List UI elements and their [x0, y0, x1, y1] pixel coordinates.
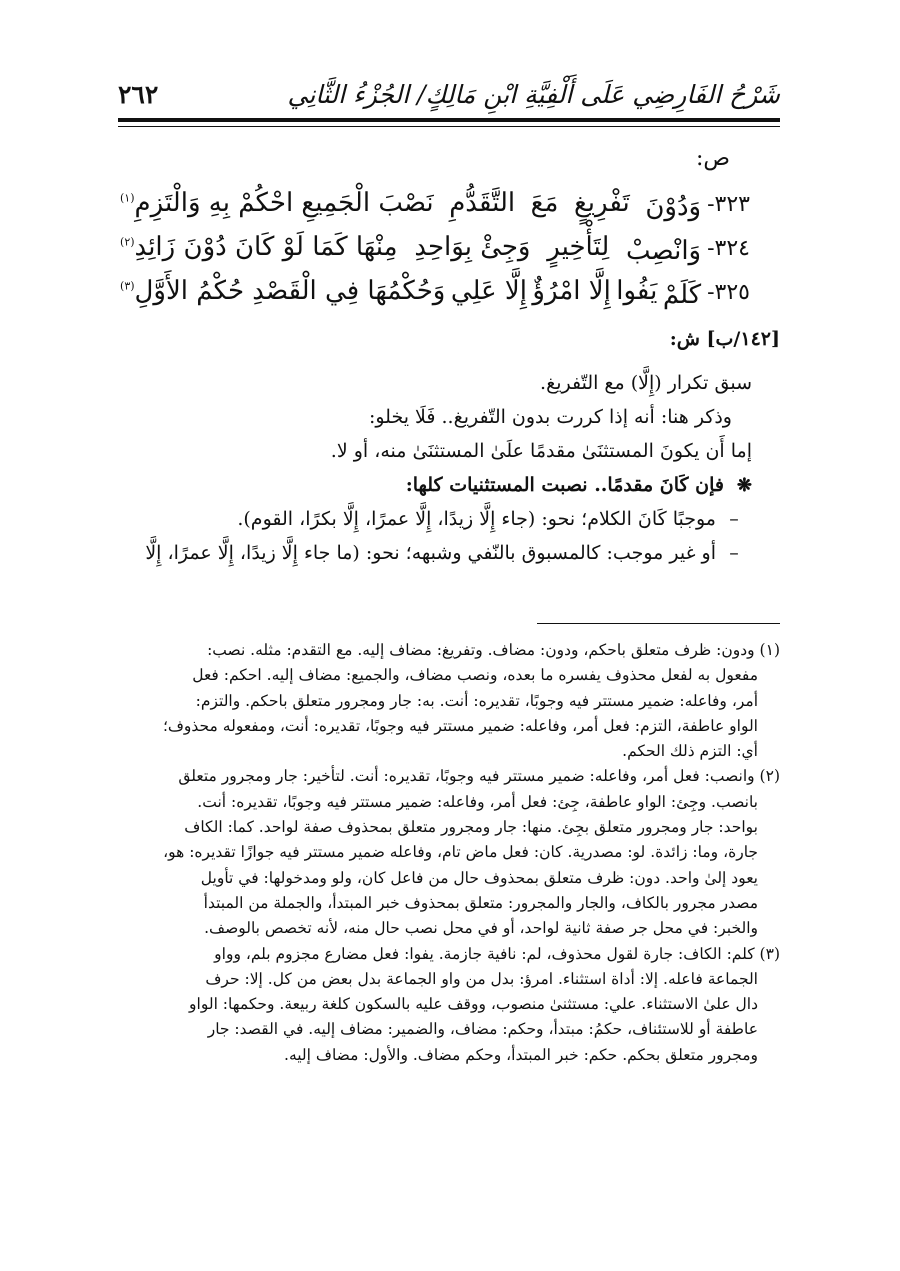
footnote-2	[118, 764, 780, 941]
footnote-line: دال علىٰ الاستثناء. علي: مستثنىٰ منصوب، ووقف عليه بالسكون كلغة ربيعة. وحكمها: الواو	[189, 995, 758, 1014]
body-line: إما أَن يكونَ المستثنَىٰ مقدمًا علَىٰ المستثنَىٰ منه، أو لا.	[330, 440, 752, 462]
body-line-text: فإن كَانَ مقدمًا.. نصبت المستثنيات كلها:	[405, 474, 724, 496]
footnote-line: مصدر مجرور بالكاف، والجار والمجرور: متعلق بمحذوف خبر المبتدأ، والجملة من المبتدأ	[203, 893, 758, 912]
footnote-line: (٣) كلم: الكاف: جارة لقول محذوف، لم: نافية جازمة. يفوا: فعل مضارع مجزوم بلم، وواو	[214, 944, 780, 963]
verse-word: نَصْبَ الْجَمِيعِ احْكُمْ بِهِ وَالْتَزِمِ	[134, 188, 434, 218]
footnote-reference: (٣)	[120, 279, 135, 293]
verses-block	[120, 188, 750, 320]
verse-word: كَلَمْ	[662, 280, 702, 310]
verse-word: التَّقَدُّمِ	[449, 188, 516, 218]
section-label: ص:	[695, 146, 730, 171]
footnote-line: أي: التزم ذلك الحكم.	[622, 742, 758, 761]
bullet-dash: –	[729, 542, 739, 564]
running-header	[118, 74, 780, 114]
footnote-line: جارة، وما: زائدة. لو: مصدرية. كان: فعل ماض تام، وفاعله ضمير مستتر فيه جوازًا تقديره: هو،	[163, 843, 758, 862]
footnote-line: الواو عاطفة، التزم: فعل أمر، وفاعله: ضمير مستتر فيه وجوبًا، تقديره: أنت، ومفعوله محذوف؛	[162, 716, 758, 735]
footnote-line: مفعول به لفعل محذوف يفسره ما بعده، ونصب مضاف، والجميع: مضاف إليه. احكم: فعل	[192, 666, 758, 685]
footnote-1	[118, 638, 780, 764]
footnote-reference: (٢)	[120, 235, 135, 249]
footnote-line: يعود إلىٰ واحد. دون: ظرف متعلق بمحذوف حال من فاعل كان، ولو ومدخولها: في تأويل	[200, 868, 758, 887]
footnote-line: ومجرور متعلق بحكم. حكم: خبر المبتدأ، وحكم مضاف. والأول: مضاف إليه.	[284, 1045, 758, 1064]
footnote-line: عاطفة أو للاستئناف، حكمُ: مبتدأ، وحكم: مضاف، والضمير: مضاف إليه. في القصد: جار	[207, 1020, 758, 1039]
verse-word: وَحُكْمُهَا فِي الْقَصْدِ حُكْمُ الأَوَّلِ	[134, 276, 446, 306]
verse-word: وَدُوْنَ	[645, 192, 702, 222]
verse-number: ٣٢٥-	[707, 280, 750, 305]
footnote-divider	[537, 623, 780, 624]
verse-number: ٣٢٣-	[707, 192, 750, 217]
body-line: وذكر هنا: أنه إذا كررت بدون التّفريغ.. فَلَا يخلو:	[368, 406, 732, 428]
body-line: سبق تكرار (إِلَّا) مع التّفريغ.	[540, 372, 752, 394]
verse-word: مَعَ	[530, 188, 559, 218]
body-line	[120, 536, 752, 570]
page-number: ٢٦٢	[118, 80, 159, 109]
verse-325	[120, 276, 750, 320]
verse-word: وَجِئْ بِوَاحِدِ	[414, 232, 531, 262]
header-rule-thick	[118, 118, 780, 122]
asterism-icon: ❋	[736, 475, 752, 496]
footnotes	[118, 638, 780, 1068]
verse-word: وَانْصِبْ	[626, 236, 702, 266]
verse-word: تَفْرِيغٍ	[573, 188, 630, 218]
footnote-3	[118, 942, 780, 1068]
footnote-line: بانصب. وجِئ: الواو عاطفة، جِئ: فعل أمر، وفاعله: ضمير مستتر فيه وجوبًا، تقديره: أنت.	[197, 792, 758, 811]
footnote-line: (٢) وانصب: فعل أمر، وفاعله: ضمير مستتر فيه وجوبًا، تقديره: أنت. لتأخير: جار ومجرور متعلق	[178, 767, 780, 786]
verse-word: إِلَّا عَلِي	[450, 276, 527, 306]
commentary-text	[120, 366, 752, 570]
body-line	[120, 468, 752, 502]
footnote-line: أمر، وفاعله: ضمير مستتر فيه وجوبًا، تقديره: أنت. به: جار ومجرور متعلق باحكم. والتزم:	[195, 691, 758, 710]
body-line	[120, 502, 752, 536]
verse-word: إِلَّا امْرُؤٌ	[532, 276, 611, 306]
verse-word: مِنْهَا كَمَا لَوْ كَانَ دُوْنَ زَائِدِ	[134, 232, 398, 262]
bullet-dash: –	[729, 508, 739, 530]
verse-word: يَفُوا	[616, 276, 658, 306]
body-line-text: أو غير موجب: كالمسبوق بالنّفي وشبهه؛ نحو: (ما جاء إِلَّا زيدًا، إِلَّا عمرًا، إِلَّا	[145, 542, 716, 564]
footnote-reference: (١)	[120, 191, 135, 205]
verse-323	[120, 188, 750, 232]
footnote-line: والخبر: في محل جر صفة ثانية لواحد، أو في محل نصب حال منه، لأنه تخصص بالوصف.	[204, 919, 758, 938]
body-line-text: موجبًا كَانَ الكلام؛ نحو: (جاء إِلَّا زيدًا، إِلَّا عمرًا، إِلَّا بكرًا، القوم).	[237, 508, 716, 530]
header-rule-thin	[118, 126, 780, 127]
footnote-line: (١) ودون: ظرف متعلق باحكم، ودون: مضاف. وتفريغ: مضاف إليه. مع التقدم: مثله. نصب:	[207, 641, 780, 659]
verse-word: لِتَأْخِيرٍ	[547, 232, 610, 262]
footnote-line: الجماعة فاعله. إلا: أداة استثناء. امرؤ: بدل من واو الجماعة بدل بعض من كل. إلا: حرف	[205, 969, 758, 988]
verse-number: ٣٢٤-	[707, 236, 750, 261]
footnote-line: بواحد: جار ومجرور متعلق بجِئ. منها: جار ومجرور متعلق بمحذوف صفة لواحد. كما: الكاف	[184, 818, 758, 837]
commentary-label: [١٤٢/ب] ش:	[669, 328, 780, 350]
verse-324	[120, 232, 750, 276]
book-title: شَرْحُ الفَارِضِي عَلَى أَلْفِيَّةِ ابْنِ مَالِكٍ/ الجُزْءُ الثَّانِي	[287, 80, 780, 109]
